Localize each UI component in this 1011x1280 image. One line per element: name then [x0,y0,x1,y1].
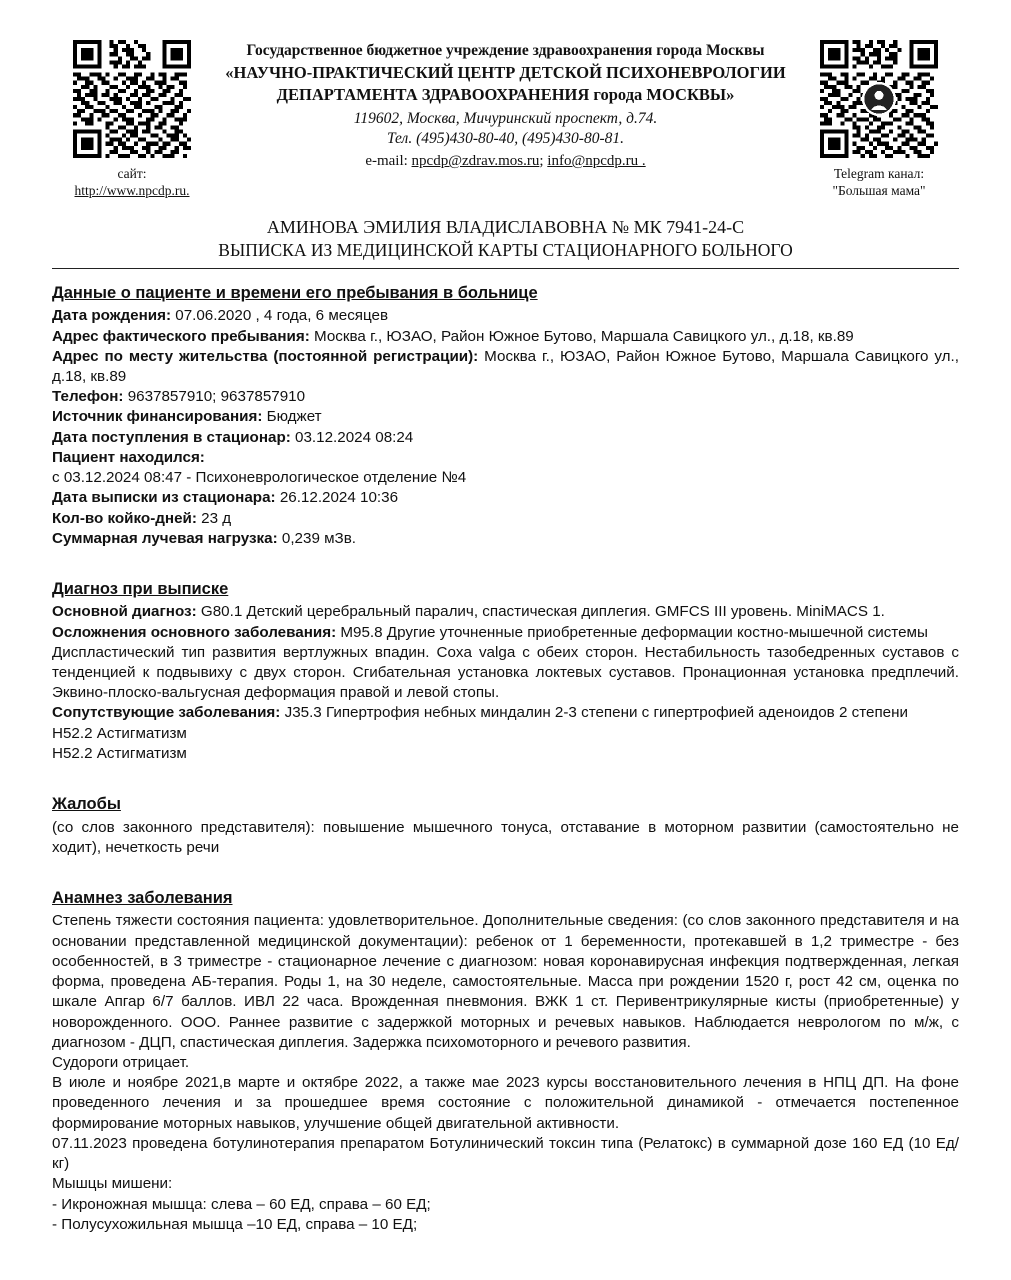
anamnesis-target-muscle-item-2: - Полусухожильная мышца –10 ЕД, справа – 10 ЕД; [52,1215,418,1233]
field-additional-diagnosis-1: H52.2 Астигматизм [52,724,187,742]
org-address: 119602, Москва, Мичуринский проспект, д.74. [353,109,658,127]
field-bed-days-label: Кол-во койко-дней: [52,509,197,527]
field-complications-label: Осложнения основного заболевания: [52,623,337,641]
email-label: e-mail: [365,153,408,170]
organization-block [222,40,789,171]
field-actual-address-value: Москва г., ЮЗАО, Район Южное Бутово, Маршала Савицкого ул., д.18, кв.89 [314,327,854,345]
section-title-complaints: Жалобы [52,795,121,814]
email-link-1[interactable]: npcdp@zdrav.mos.ru [411,153,540,170]
field-main-diagnosis-label: Основной диагноз: [52,603,197,621]
section-title-diagnosis: Диагноз при выписке [52,579,229,598]
field-concomitant-diseases-label: Сопутствующие заболевания: [52,704,281,722]
site-label: сайт: [117,166,147,181]
field-actual-address [52,327,959,347]
telegram-channel-name: "Большая мама" [832,182,926,198]
telegram-label: Telegram канал: [833,166,925,181]
field-patient-location-label-row [52,448,959,468]
field-birth-date-label: Дата рождения: [52,307,172,325]
field-admission-date-label: Дата поступления в стационар: [52,428,291,446]
field-actual-address-label: Адрес фактического пребывания: [52,327,310,345]
section-title-anamnesis: Анамнез заболевания [52,889,233,908]
field-birth-date-value: 07.06.2020 , 4 года, 6 месяцев [175,307,389,325]
field-radiation-dose-label: Суммарная лучевая нагрузка: [52,529,278,547]
left-qr-block [52,40,212,200]
qr-code-icon [73,40,191,158]
right-qr-block [799,40,959,200]
field-registration-address-value: Москва г., ЮЗАО, Район Южное Бутово, Маршала Савицкого ул., д.18, кв.89 [52,347,959,385]
field-admission-date-value: 03.12.2024 08:24 [295,428,414,446]
field-phone-value: 9637857910; 9637857910 [127,388,306,406]
field-concomitant-diseases [52,703,959,723]
anamnesis-paragraph-1: Степень тяжести состояния пациента: удовлетворительное. Дополнительные сведения: (со слов законного представителя и на основании представленной медицинской документации): ребенок от 1 беременности, протекавшей в 1,2 триместре - без особенностей, в 3 триместре - стационарное лечение с диагнозом: новая коронавирусная инфекция подтвержденная, легкая форма, проведена АБ-терапия. Роды 1, на 30 неделе, самостоятельные. Масса при рождении 1520 г, рост 42 см, оценка по шкале Апгар 6/7 баллов. ИВЛ 22 часа. Врожденная пневмония. ВЖК 1 ст. Перивентрикулярные кисты (приобретенные) у новорожденного. ООО. Раннее развитие с задержкой моторных и речевых навыков. Наблюдается неврологом по м/ж, с диагнозом - ДЦП, спастическая диплегия. Задержка психомоторного и речевого развития. [52,912,959,1051]
anamnesis-paragraph-4: 07.11.2023 проведена ботулинотерапия препаратом Ботулинический токсин типа (Релатокс) в суммарной дозе 160 ЕД (10 Ед/кг) [52,1134,959,1173]
field-registration-address-label: Адрес по месту жительства (постоянной регистрации): [52,347,479,365]
document-subtitle: ВЫПИСКА ИЗ МЕДИЦИНСКОЙ КАРТЫ СТАЦИОНАРНОГО БОЛЬНОГО [218,240,793,261]
anamnesis-paragraph-3: В июле и ноябре 2021,в марте и октябре 2022, а также мае 2023 курсы восстановительного лечения в НПЦ ДП. На фоне проведенного лечения и за прошедшее время состояние с положительной динамикой - отмечается постепенное формирование моторных навыков, улучшение общей двигательной активности. [52,1074,959,1132]
field-patient-location-value: с 03.12.2024 08:47 - Психоневрологическое отделение №4 [52,469,467,487]
field-discharge-date-label: Дата выписки из стационара: [52,489,276,507]
field-bed-days [52,509,959,529]
field-discharge-date [52,488,959,508]
field-radiation-dose [52,529,959,549]
field-discharge-date-value: 26.12.2024 10:36 [279,489,399,507]
field-phone-label: Телефон: [52,388,124,406]
field-phone [52,387,959,407]
field-complications-value: M95.8 Другие уточненные приобретенные деформации костно-мышечной системы [340,623,928,641]
field-main-diagnosis [52,602,959,622]
site-link[interactable]: http://www.npcdp.ru. [74,182,190,198]
field-additional-diagnosis-2: H52.2 Астигматизм [52,744,187,762]
org-email-line [222,151,789,171]
right-qr-caption [799,166,959,200]
email-link-2[interactable]: info@npcdp.ru . [547,153,646,170]
anamnesis-paragraph-2: Судороги отрицает. [52,1053,190,1071]
document-title [52,216,959,262]
field-bed-days-value: 23 д [201,509,232,527]
complaints-text: (со слов законного представителя): повышение мышечного тонуса, отставание в моторном развитии (самостоятельно не ходит), нечеткость речи [52,818,959,856]
anamnesis-target-muscle-item-1: - Икроножная мышца: слева – 60 ЕД, справа – 60 ЕД; [52,1195,431,1213]
patient-name-and-card-number: АМИНОВА ЭМИЛИЯ ВЛАДИСЛАВОВНА № МК 7941-24-С [266,216,745,237]
org-phone: Тел. (495)430-80-40, (495)430-80-81. [387,129,624,147]
title-divider [52,268,959,269]
field-complications-details: Диспластический тип развития вертлужных впадин. Coxa valga с обеих сторон. Нестабильность тазобедренных суставов с тенденцией к подвывиху с двух сторон. Сгибательная установка локтевых суставов. Пронационная установка предплечий. Эквино-плоско-вальгусная деформация правой и левой стопы. [52,643,959,702]
field-radiation-dose-value: 0,239 мЗв. [281,529,357,547]
field-concomitant-diseases-value: J35.3 Гипертрофия небных миндалин 2-3 степени с гипертрофией аденоидов 2 степени [284,704,908,722]
left-qr-caption [52,166,212,200]
field-funding-source [52,407,959,427]
email-separator: ; [539,153,544,170]
field-registration-address [52,347,959,387]
field-admission-date [52,428,959,448]
section-title-patient-data: Данные о пациенте и времени его пребывания в больнице [52,283,538,302]
org-line-2b: ДЕПАРТАМЕНТА ЗДРАВООХРАНЕНИЯ города МОСКВЫ» [276,85,735,105]
field-patient-location-label: Пациент находился: [52,448,205,466]
qr-code-icon [820,40,938,158]
org-line-2a: «НАУЧНО-ПРАКТИЧЕСКИЙ ЦЕНТР ДЕТСКОЙ ПСИХОНЕВРОЛОГИИ [225,62,786,82]
org-line-1: Государственное бюджетное учреждение здравоохранения города Москвы [246,42,765,59]
field-funding-source-label: Источник финансирования: [52,408,263,426]
field-funding-source-value: Бюджет [266,408,322,426]
field-complications [52,623,959,643]
field-birth-date [52,306,959,326]
anamnesis-target-muscles-label: Мышцы мишени: [52,1175,173,1193]
field-main-diagnosis-value: G80.1 Детский церебральный паралич, спастическая диплегия. GMFCS III уровень. MiniMACS 1. [200,603,885,621]
document-header [52,40,959,200]
